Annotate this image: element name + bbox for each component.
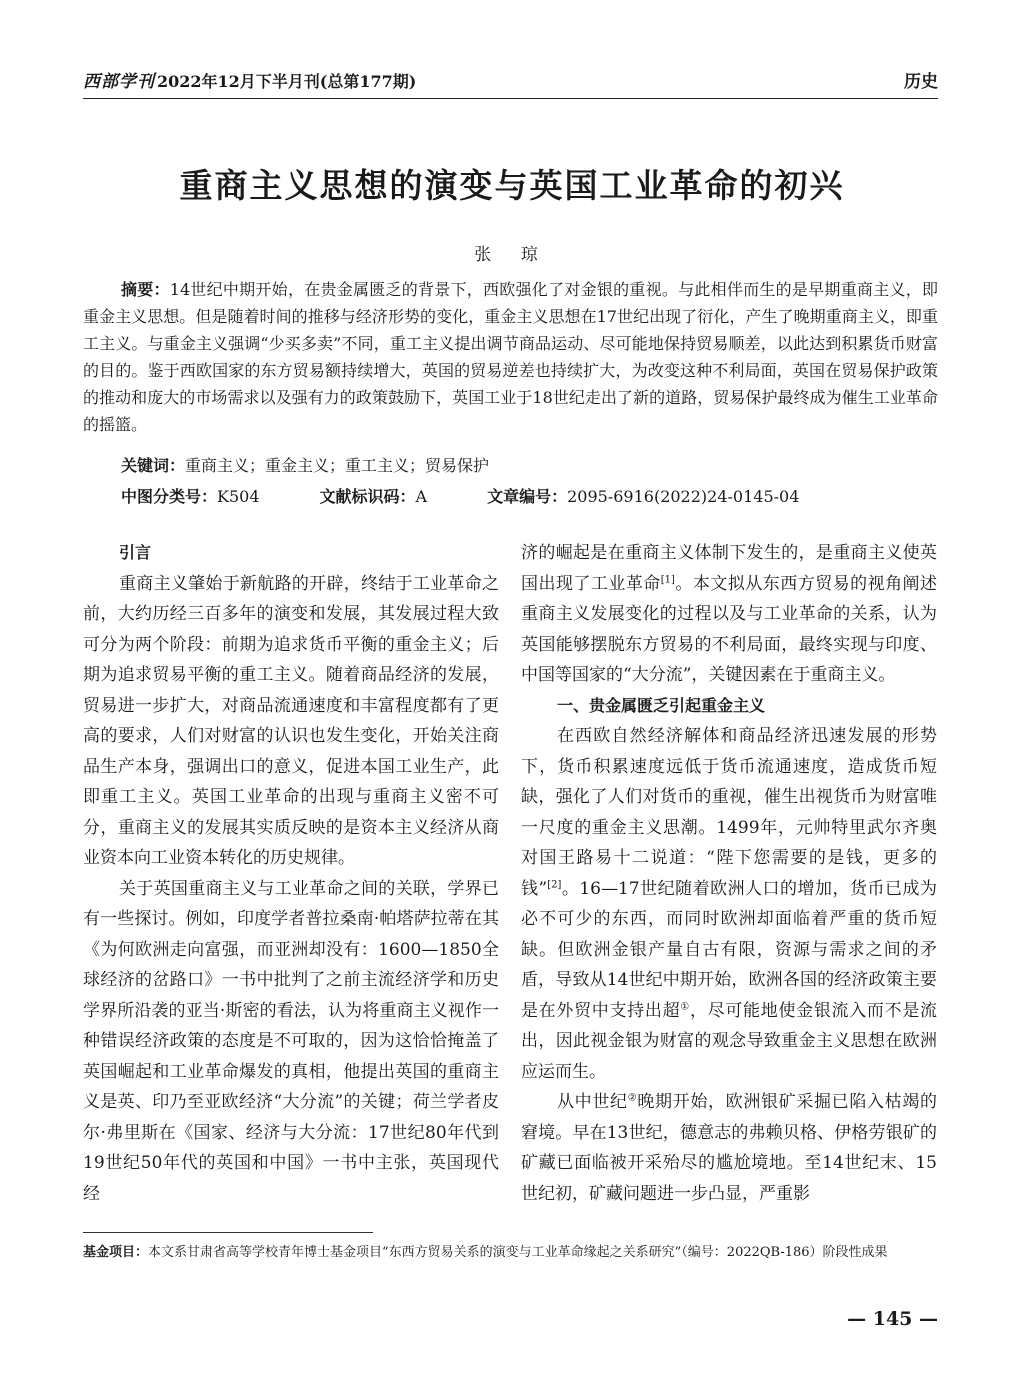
keywords-label: 关键词：	[121, 456, 186, 475]
intro-heading: 引言	[119, 543, 152, 562]
classification-line	[121, 483, 859, 510]
journal-logo: 西部学刊	[83, 72, 155, 92]
abstract-label: 摘要：	[121, 280, 170, 299]
body-column-right	[521, 538, 937, 1209]
keywords	[121, 452, 489, 479]
funding-label: 基金项目：	[83, 1245, 149, 1260]
section-1-heading: 一、贵金属匮乏引起重金主义	[557, 695, 766, 715]
abstract	[83, 276, 938, 438]
article-title: 重商主义思想的演变与英国工业革命的初兴	[179, 166, 845, 205]
article-number-label: 文章编号：	[487, 487, 568, 506]
footnote-marker-2: ②	[627, 1092, 638, 1104]
section-label: 历史	[904, 72, 938, 92]
body-column-left	[83, 538, 499, 1209]
running-header	[83, 66, 938, 99]
keywords-text: 重商主义；重金主义；重工主义；贸易保护	[185, 456, 490, 475]
page-number: — 145 —	[847, 1308, 938, 1330]
clc-value: K504	[217, 487, 260, 506]
abstract-text: 14世纪中期开始，在贵金属匮乏的背景下，西欧强化了对金银的重视。与此相伴而生的是早期重商主义，即重金主义思想。但是随着时间的推移与经济形势的变化，重金主义思想在17世纪出现了衍化，产生了晚期重商主义，即重工主义。与重金主义强调“少买多卖”不同，重工主义提出调节商品运动、尽可能地保持贸易顺差，以此达到积累货币财富的目的。鉴于西欧国家的东方贸易额持续增大，英国的贸易逆差也持续扩大，为改变这种不利局面，英国在贸易保护政策的推动和庞大的市场需求以及强有力的政策鼓励下，英国工业于18世纪走出了新的道路，贸易保护最终成为催生工业革命的摇篮。	[83, 280, 938, 434]
citation-ref-2: [2]	[547, 878, 562, 890]
funding-footnote	[83, 1242, 938, 1264]
intro-paragraph-1: 重商主义肇始于新航路的开辟，终结于工业革命之前，大约历经三百多年的演变和发展，其发展过程大致可分为两个阶段：前期为追求货币平衡的重金主义；后期为追求贸易平衡的重工主义。随着商品经济的发展，贸易进一步扩大，对商品流通速度和丰富程度都有了更高的要求，人们对财富的认识也发生变化，开始关注商品生产本身，强调出口的意义，促进本国工业生产，此即重工主义。英国工业革命的出现与重商主义密不可分，重商主义的发展其实质反映的是资本主义经济从商业资本向工业资本转化的历史规律。	[83, 573, 499, 868]
footnote-divider	[83, 1232, 373, 1233]
doc-code-value: A	[415, 487, 428, 506]
issue-info: 2022年12月下半月刊(总第177期)	[157, 72, 417, 91]
section-1-paragraph-2: 从中世纪②晚期开始，欧洲银矿采掘已陷入枯竭的窘境。早在13世纪，德意志的弗赖贝格、伊格劳银矿的矿藏已面临被开采殆尽的尴尬境地。至14世纪末、15世纪初，矿藏问题进一步凸显，严重影	[521, 1092, 938, 1204]
section-1-paragraph-1: 在西欧自然经济解体和商品经济迅速发展的形势下，货币积累速度远低于货币流通速度，造成货币短缺，强化了人们对货币的重视，催生出视货币为财富唯一尺度的重金主义思潮。1499年，元帅特里武尔齐奥对国王路易十二说道：“陛下您需要的是钱，更多的钱”[2]。16—17世纪随着欧洲人口的增加，货币已成为必不可少的东西，而同时欧洲却面临着严重的货币短缺。但欧洲金银产量自古有限，资源与需求之间的矛盾，导致从14世纪中期开始，欧洲各国的经济政策主要是在外贸中支持出超①，尽可能地使金银流入而不是流出，因此视金银为财富的观念导致重金主义思想在欧洲应运而生。	[521, 726, 938, 1082]
doc-code-label: 文献标识码：	[319, 487, 416, 506]
funding-text: 本文系甘肃省高等学校青年博士基金项目“东西方贸易关系的演变与工业革命缘起之关系研究”（编号：2022QB-186）阶段性成果	[148, 1245, 888, 1260]
intro-paragraph-2-cont: 济的崛起是在重商主义体制下发生的，是重商主义使英国出现了工业革命[1]。本文拟从东西方贸易的视角阐述重商主义发展变化的过程以及与工业革命的关系，认为英国能够摆脱东方贸易的不利局面，最终实现与印度、中国等国家的“大分流”，关键因素在于重商主义。	[521, 543, 938, 685]
header-journal-info	[83, 67, 416, 98]
author-name: 张 琼	[474, 245, 550, 265]
clc-label: 中图分类号：	[121, 487, 218, 506]
citation-ref-1: [1]	[660, 573, 675, 585]
intro-paragraph-2: 关于英国重商主义与工业革命之间的关联，学界已有一些探讨。例如，印度学者普拉桑南·帕塔萨拉蒂在其《为何欧洲走向富强，而亚洲却没有：1600—1850全球经济的岔路口》一书中批判了之前主流经济学和历史学界所沿袭的亚当·斯密的看法，认为将重商主义视作一种错误经济政策的态度是不可取的，因为这恰恰掩盖了英国崛起和工业革命爆发的真相，他提出英国的重商主义是英、印乃至亚欧经济“大分流”的关键；荷兰学者皮尔·弗里斯在《国家、经济与大分流：17世纪80年代到19世纪50年代的英国和中国》一书中主张，英国现代经	[83, 878, 499, 1204]
article-number-value: 2095-6916(2022)24-0145-04	[567, 487, 800, 506]
footnote-marker-1: ①	[680, 1000, 690, 1012]
